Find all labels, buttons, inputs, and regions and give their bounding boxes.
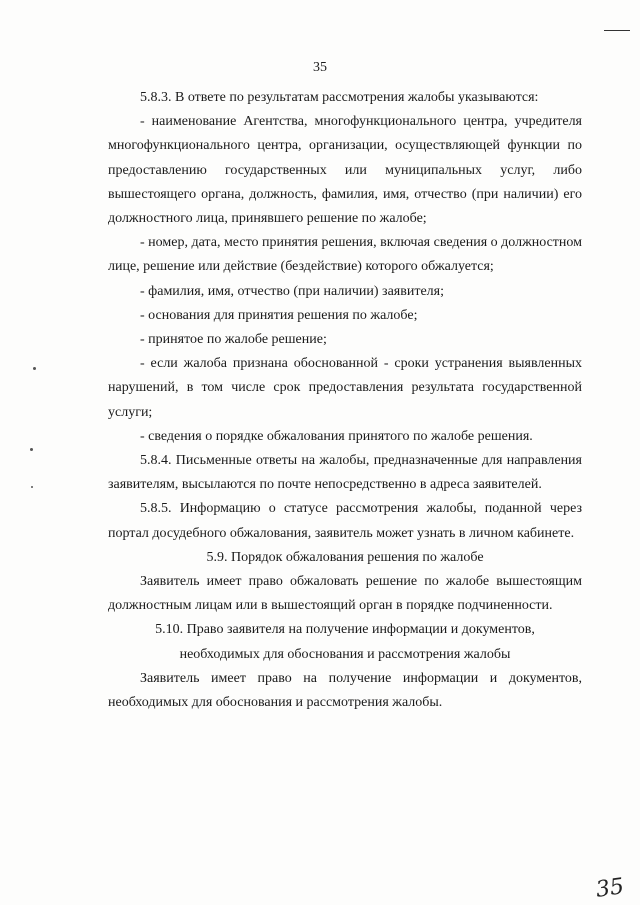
scan-speck xyxy=(31,486,33,488)
page-number: 35 xyxy=(313,60,327,75)
scan-speck xyxy=(33,367,36,370)
list-item-decision-details: - номер, дата, место принятия решения, включая сведения о должностном лице, решение или действие (бездействие) которого обжалуется; xyxy=(108,235,583,275)
list-item-agency-name: - наименование Агентства, многофункционального центра, учредителя многофункционального центра, организации, осуществляющей функции по предоставлению государственных или муниципальных услуг, либо вышестоящего органа, должность, фамилия, имя, отчество (при наличии) его должностного лица, принявшего решение по жалобе; xyxy=(108,114,582,227)
section-heading-5-10-line1: 5.10. Право заявителя на получение информации и документов, xyxy=(155,622,535,638)
scan-speck xyxy=(30,448,33,451)
paragraph-5-9-body: Заявитель имеет право обжаловать решение по жалобе вышестоящим должностным лицам или в вышестоящий орган в порядке подчиненности. xyxy=(108,574,582,614)
section-heading-5-10-line2: необходимых для обоснования и рассмотрения жалобы xyxy=(179,646,511,662)
paragraph-5-10-body: Заявитель имеет право на получение информации и документов, необходимых для обоснования и рассмотрения жалобы. xyxy=(108,670,582,711)
paragraph-5-8-5: 5.8.5. Информацию о статусе рассмотрения жалобы, поданной через портал досудебного обжалования, заявитель может узнать в личном кабинете. xyxy=(108,501,582,541)
list-item-decision: - принятое по жалобе решение; xyxy=(140,332,327,348)
handwritten-page-number: 35 xyxy=(594,874,626,903)
list-item-appeal-info: - сведения о порядке обжалования принятого по жалобе решения. xyxy=(140,428,533,444)
list-item-decision-grounds: - основания для принятия решения по жалобе; xyxy=(140,307,418,323)
section-heading-5-9: 5.9. Порядок обжалования решения по жалобе xyxy=(206,549,484,565)
list-item-remedy-terms: - если жалоба признана обоснованной - сроки устранения выявленных нарушений, в том числе срок предоставления результата государственной услуги; xyxy=(108,356,582,420)
corner-mark xyxy=(604,30,630,31)
paragraph-5-8-3: 5.8.3. В ответе по результатам рассмотрения жалобы указываются: xyxy=(140,90,539,105)
document-body xyxy=(108,86,582,715)
paragraph-5-8-4: 5.8.4. Письменные ответы на жалобы, предназначенные для направления заявителям, высылаются по почте непосредственно в адреса заявителей. xyxy=(108,453,582,493)
list-item-applicant-name: - фамилия, имя, отчество (при наличии) заявителя; xyxy=(140,283,444,299)
